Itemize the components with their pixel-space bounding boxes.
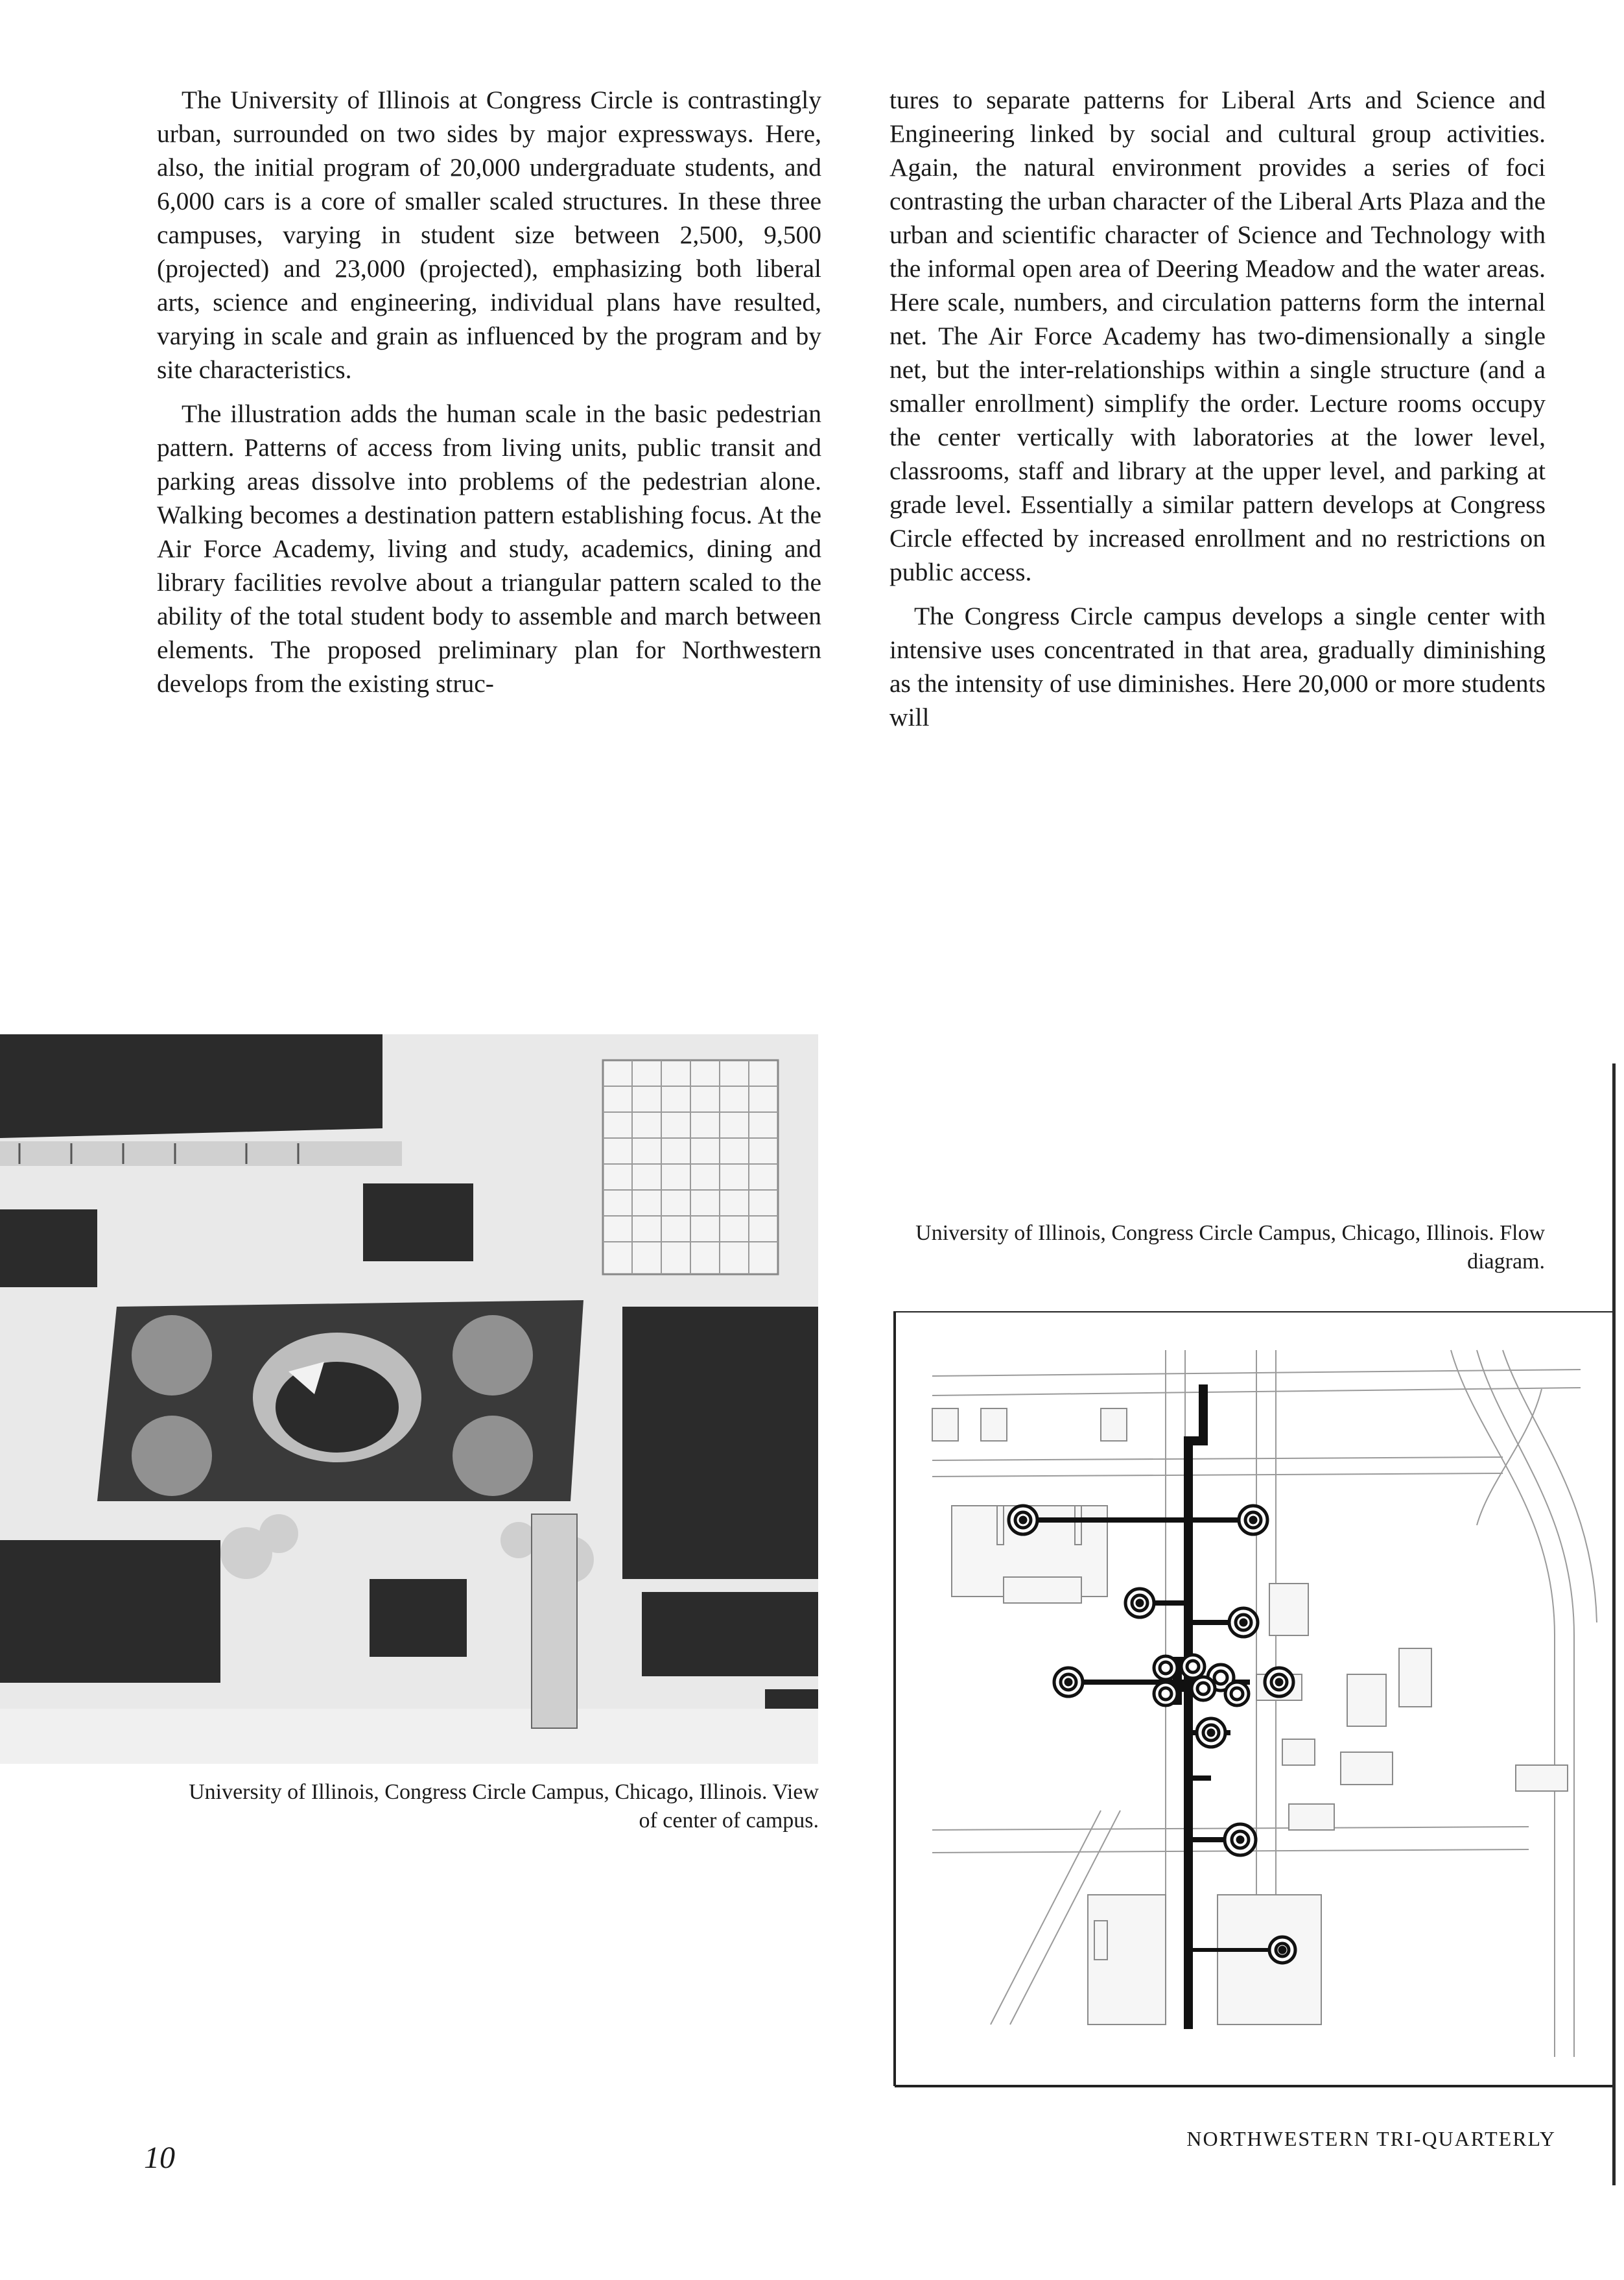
campus-model-photo [0,1034,818,1764]
campus-model-illustration [0,1034,818,1764]
page-number: 10 [144,2141,175,2175]
paragraph: The University of Illinois at Congress Circle is contrastingly urban, surrounded on two sides by major expressways. Here, also, the initial program of 20,000 undergraduate students, and 6,000 cars is a core of smaller scaled structures. In these three campuses, varying in student size between 2,500, 9,500 (projected) and 23,000 (projected), emphasizing both liberal arts, science and engineering, individual plans have resulted, varying in scale and grain as influenced by the program and by site characteristics. [157,86,821,384]
page-edge-line [1612,1063,1616,2185]
flow-diagram-drawing [893,1311,1613,2089]
left-text-column [157,83,821,711]
paragraph: The illustration adds the human scale in the basic pedestrian pattern. Patterns of access from living units, public transit and parking areas dissolve into problems of the pedestrian alone. Walking becomes a destination pattern establishing focus. At the Air Force Academy, living and study, academics, dining and library facilities revolve about a triangular pattern scaled to the ability of the total student body to assemble and march between elements. The proposed preliminary plan for Northwestern develops from the existing struc- [157,399,821,698]
diagram-caption: University of Illinois, Congress Circle Campus, Chicago, Illinois. Flow diagram. [915,1221,1545,1274]
running-footer: NORTHWESTERN TRI-QUARTERLY [1186,2127,1556,2150]
photo-caption: University of Illinois, Congress Circle Campus, Chicago, Illinois. View of center of campus. [189,1780,819,1833]
flow-diagram [893,1311,1613,2089]
paragraph: tures to separate patterns for Liberal Arts and Science and Engineering linked by social and cultural group activities. Again, the natural environment provides a series of foci contrasting the urban character of the Liberal Arts Plaza and the urban and scientific character of Science and Technology with the informal open area of Deering Meadow and the water areas. Here scale, numbers, and circulation patterns form the internal net. The Air Force Academy has two-dimensionally a single net, but the inter-relationships within a single structure (and a smaller enrollment) simplify the order. Lecture rooms occupy the center vertically with laboratories at the lower level, classrooms, staff and library at the upper level, and parking at grade level. Essentially a similar pattern develops at Congress Circle effected by increased enrollment and no restrictions on public access. [889,86,1546,586]
right-text-column [889,83,1546,744]
paragraph: The Congress Circle campus develops a single center with intensive uses concentrated in that area, gradually diminishing as the intensity of use diminishes. Here 20,000 or more students will [889,602,1546,731]
